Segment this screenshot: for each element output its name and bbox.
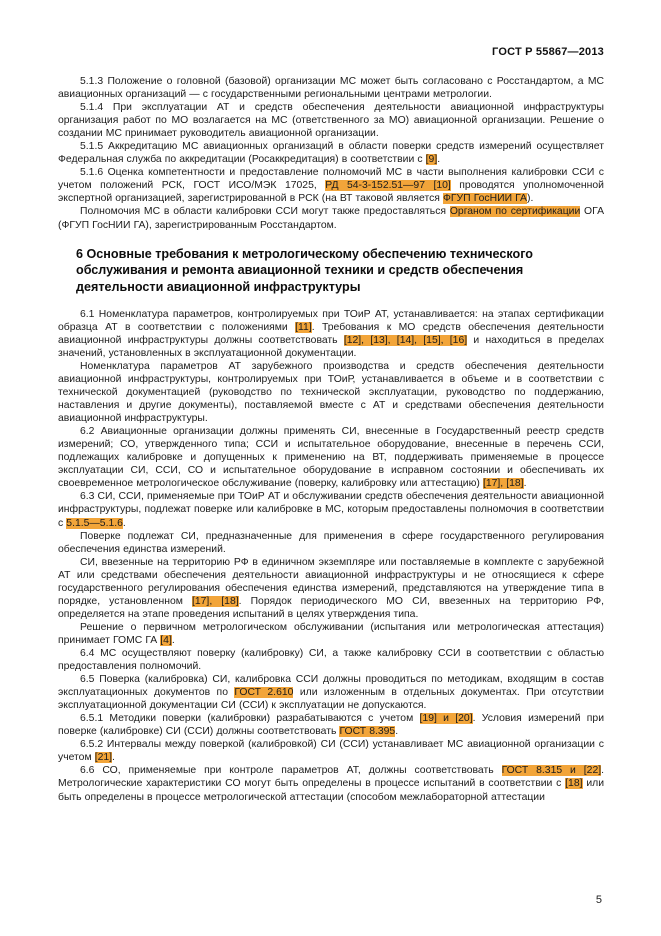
reference-link-highlight[interactable]: [21] [94, 752, 113, 764]
text-segment: и находиться в пределах значений, установленных в эксплуатационной документации. [58, 334, 604, 359]
text-segment: 6.1 Номенклатура параметров, контролируемых при ТОиР АТ, устанавливается: на этапах сертификации образца АТ в соответствии с положениями [58, 308, 604, 333]
text-segment: . Метрологические характеристики СО могут быть определены в процессе испытаний в соответствии с [58, 765, 604, 790]
text-segment: 6.5 Поверка (калибровка) СИ, калибровка ССИ должны проводиться по методикам, входящим в состав эксплуатационных документов по [58, 674, 604, 699]
text-segment: . [112, 752, 115, 764]
text-segment: 5.1.5 Аккредитацию МС авиационных организаций в области поверки средств измерений осуществляет Федеральная служба по аккредитации (Росаккредитация) в соответствии с [58, 141, 604, 166]
paragraph [58, 556, 604, 621]
text-segment: . Порядок периодического МО СИ, ввезенных на территорию РФ, определяется на этапе проведения испытаний в целях утверждения типа. [58, 595, 604, 620]
reference-link-highlight[interactable]: [17], [18] [191, 595, 239, 607]
text-segment: Решение о первичном метрологическом обслуживании (испытания или метрологическая аттестация) принимает ГОМС ГА [58, 621, 604, 646]
paragraph [58, 140, 604, 166]
paragraph [58, 530, 604, 556]
reference-link-highlight[interactable]: ФГУП ГосНИИ ГА [443, 193, 527, 205]
reference-link-highlight[interactable]: [11] [295, 321, 312, 333]
paragraph [58, 490, 604, 529]
paragraph [58, 621, 604, 647]
text-segment: . Условия измерений при поверке (калибровке) СИ (ССИ) должны соответствовать [58, 713, 605, 738]
text-segment: 6.2 Авиационные организации должны применять СИ, внесенные в Государственный реестр средств измерений; СО, утвержденного типа; ССИ и испытательное оборудование, внесенные в перечень ССИ, подлежащих калибровке и допущенных к применению на ВТ, поддерживать применяемые в процессе эксплуатации СИ, ССИ, СО и испытательное оборудование в исправном состоянии и обеспечивать их своевременное метрологическое обслуживание (поверку, калибровку или аттестацию) [58, 426, 604, 490]
paragraph [58, 647, 604, 673]
paragraph [58, 166, 604, 205]
paragraph [58, 764, 604, 803]
reference-link-highlight[interactable]: 5.1.5—5.1.6 [66, 517, 123, 529]
text-segment: . [171, 634, 175, 646]
paragraph [58, 101, 604, 140]
text-segment: 6.6 СО, применяемые при контроле параметров АТ, должны соответствовать [80, 765, 502, 777]
text-segment: или изложенным в отдельных документах. При отсутствии эксплуатационной документации СИ (ССИ) к эксплуатации не допускаются. [58, 687, 604, 712]
text-segment: СИ, ввезенные на территорию РФ в единичном экземпляре или поставляемые в комплекте с зарубежной АТ или средствами обеспечения деятельности авиационной инфраструктуры и не относящиеся к сфере государственного регулирования обеспечения единства измерений, представляются на утверждение типа в порядке, установленном [58, 556, 604, 607]
reference-link-highlight[interactable]: ГОСТ 8.315 и [22] [501, 765, 602, 777]
text-segment: . Требования к МО средств обеспечения деятельности авиационной инфраструктуры должны соответствовать [58, 321, 604, 346]
text-segment: 6.3 СИ, ССИ, применяемые при ТОиР АТ и обслуживании средств обеспечения деятельности авиационной инфраструктуры, подлежат поверке или калибровке в МС, которым предоставлены полномочия в соответствии с [58, 491, 604, 529]
paragraph [58, 425, 604, 490]
text-segment: проводятся уполномоченной экспертной организацией, зарегистрированной в РСК (на ВТ таковой является [58, 180, 604, 205]
paragraph [58, 360, 604, 425]
reference-link-highlight[interactable]: [18] [565, 778, 583, 790]
text-segment: ). [527, 193, 534, 205]
reference-link-highlight[interactable]: ГОСТ 8.395 [339, 726, 396, 738]
document-body [58, 75, 604, 804]
reference-link-highlight[interactable]: [4] [160, 634, 172, 646]
text-segment: 5.1.6 Оценка компетентности и предоставление полномочий МС в части выполнения калибровки ССИ с учетом положений РСК, ГОСТ ИСО/МЭК 17025, [58, 167, 604, 192]
paragraph [58, 712, 604, 738]
reference-link-highlight[interactable]: РД 54-3-152.51—97 [10] [325, 180, 451, 192]
section-heading: 6 Основные требования к метрологическому обеспечению технического обслуживания и ремонта авиационной техники и средств обеспечения деятельности авиационной инфраструктуры [76, 246, 533, 295]
doc-code: ГОСТ Р 55867—2013 [492, 46, 604, 58]
text-segment: или быть определены в процессе метрологической аттестации (способом межлабораторной аттестации [58, 778, 604, 803]
text-segment: . [523, 478, 527, 490]
paragraph [58, 205, 604, 231]
text-segment: . [437, 154, 441, 166]
paragraph [58, 673, 604, 712]
text-segment: . [395, 726, 399, 738]
page-number: 5 [595, 894, 602, 906]
text-segment: ОГА (ФГУП ГосНИИ ГА), зарегистрированным Росстандартом. [58, 206, 605, 231]
text-segment: . [122, 517, 126, 529]
paragraph [58, 75, 604, 101]
reference-link-highlight[interactable]: [12], [13], [14], [15], [16] [343, 334, 468, 346]
text-segment: 6.5.2 Интервалы между поверкой (калибровкой) СИ (ССИ) устанавливает МС авиационной организации с учетом [58, 739, 604, 764]
text-segment: 5.1.4 При эксплуатации АТ и средств обеспечения деятельности авиационной инфраструктуры организация работ по МО возлагается на МС (ответственного за МО) авиационной организации. Решение о создании МС принимает руководитель авиационной организации. [58, 102, 604, 140]
reference-link-highlight[interactable]: [17], [18] [482, 478, 524, 490]
text-segment: Поверке подлежат СИ, предназначенные для применения в сфере государственного регулирования обеспечения единства измерений. [58, 530, 604, 555]
reference-link-highlight[interactable]: Органом по сертификации [449, 206, 581, 218]
paragraph [58, 738, 604, 764]
text-segment: 5.1.3 Положение о головной (базовой) организации МС может быть согласовано с Росстандартом, а МС авиационных организаций — с государственными региональными центрами метрологии. [58, 76, 604, 101]
text-segment: Номенклатура параметров АТ зарубежного производства и средств обеспечения деятельности авиационной инфраструктуры, контролируемых при ТОиР, устанавливается в объеме и в соответствии с технической документацией (руководство по технической эксплуатации, руководство по поддержанию, наставления и другие документы), поставляемой вместе с АТ и средствами обеспечения деятельности авиационной инфраструктуры. [58, 360, 604, 425]
reference-link-highlight[interactable]: [9] [425, 154, 438, 166]
text-segment: 6.5.1 Методики поверки (калибровки) разрабатываются с учетом [80, 713, 420, 725]
text-segment: Полномочия МС в области калибровки ССИ могут также предоставляться [80, 206, 450, 218]
reference-link-highlight[interactable]: [19] и [20] [419, 713, 473, 725]
reference-link-highlight[interactable]: ГОСТ 2.610 [234, 687, 294, 699]
text-segment: 6.4 МС осуществляют поверку (калибровку) СИ, а также калибровку ССИ в соответствии с областью предоставления полномочий. [58, 647, 604, 673]
paragraph [58, 308, 604, 360]
